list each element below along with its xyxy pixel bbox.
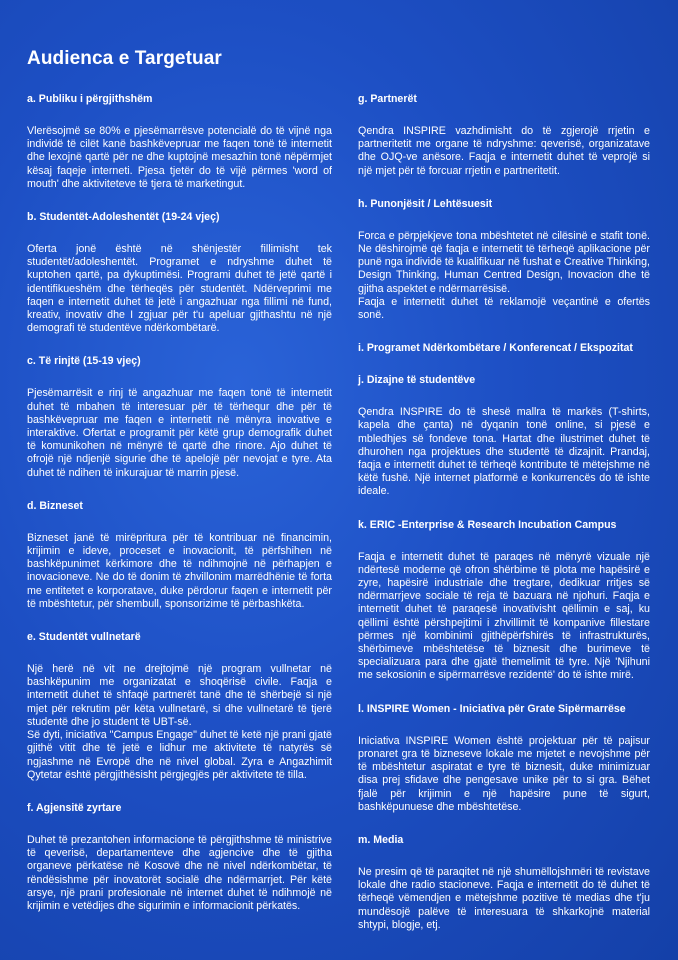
section-eric <box>358 519 650 683</box>
section-body: Qendra INSPIRE do të shesë mallra të markës (T-shirts, kapela dhe çanta) në dyqanin tonë online, si pjesë e mbledhjes së fondeve tona. Hartat dhe ilustrimet duhet të dhurohen nga projektues dhe studentë të dizajnit. Prandaj, faqja e internetit duhet të tërheqë kontribute të mëtejshme në këtë fushë. Një internet platformë e konkurrencës do të ishte ideale. <box>358 406 650 498</box>
section-heading: k. ERIC -Enterprise & Research Incubation Campus <box>358 518 617 531</box>
section-general-public <box>27 93 332 191</box>
section-heading: j. Dizajne të studentëve <box>358 374 476 387</box>
section-partners <box>358 93 650 178</box>
section-international-programs <box>358 342 650 355</box>
section-youth <box>27 355 332 479</box>
section-body: Oferta jonë është në shënjestër fillimisht tek studentët/adoleshentët. Programet e ndryshme duhet të kuptohen qartë, pa dykuptimësi. Programi duhet të jetë qartë i identifikueshëm dhe tërheqës për studentët. Ndërveprimi me faqen e internetit duhet të jetë i angazhuar nga fillimi në fund, kreativ, inovativ dhe I zgjuar për t'u apeluar gjithashtu në një demografi të studentëve ndërkombëtarë. <box>27 243 332 335</box>
section-body: Duhet të prezantohen informacione të përgjithshme të ministrive të qeverisë, departamenteve dhe agjencive dhe të gjitha organeve përkatëse në Kosovë dhe në nivel ndërkombëtar, të rëndësishme për inovatorët socialë dhe ndërmarrjet. Për këtë arsye, një prani profesionale në internet duhet të ndihmojë në krijimin e vetëdijes dhe sigurimin e informacionit përkatës. <box>27 833 332 912</box>
section-body: Qendra INSPIRE vazhdimisht do të zgjerojë rrjetin e partneritetit me organe të ndryshme: qeverisë, organizatave dhe OJQ-ve anësore. Faqja e internetit duhet të veprojë si një mjet për të forcuar rrjetin e partneritetit. <box>358 125 650 177</box>
section-heading: h. Punonjësit / Lehtësuesit <box>358 197 493 210</box>
section-employees-facilitators <box>358 198 650 322</box>
section-body: Vlerësojmë se 80% e pjesëmarrësve potencialë do të vijnë nga individë të cilët kanë bashkëvepruar me faqen tonë të internetit dhe lexojnë qartë për ne dhe kuptojnë mesazhin tonë nëpërmjet kësaj faqeje interneti. Pjesa tjetër do të vijë përmes 'word of mouth' dhe aktiviteteve të tjera të marketingut. <box>27 125 332 190</box>
section-heading: e. Studentët vullnetarë <box>27 631 141 644</box>
section-students-adolescents <box>27 211 332 335</box>
section-student-designs <box>358 374 650 498</box>
section-heading: m. Media <box>358 833 404 846</box>
section-body: Bizneset janë të mirëpritura për të kontribuar në financimin, krijimin e ideve, proceset e inovacionit, të përfshihen në bashkëpunimet kërkimore dhe të ndihmojnë në përhapjen e inovacioneve. Ne do të donim të zhvillonim marrëdhënie të forta me entitetet e korporatave, duke përdorur faqen e internetit për të mbështetur, për shembull, sponsorizime të përbashkëta. <box>27 531 332 610</box>
section-volunteer-students <box>27 631 332 782</box>
section-official-agencies <box>27 802 332 913</box>
section-inspire-women <box>358 703 650 814</box>
section-heading: b. Studentët-Adoleshentët (19-24 vjeç) <box>27 211 220 224</box>
section-heading: f. Agjensitë zyrtare <box>27 801 122 814</box>
page-title: Audienca e Targetuar <box>27 48 222 69</box>
section-heading: c. Të rinjtë (15-19 vjeç) <box>27 355 141 368</box>
section-businesses <box>27 500 332 611</box>
section-body: Ne presim që të paraqitet në një shumëllojshmëri të revistave lokale dhe radio stacioneve. Faqja e internetit do të duhet të tërheqë vëmendjen e mëtejshme pozitive të medias dhe t'ju mundësojë palëve të interesuara të shkarkojnë material shtypi, blogje, etj. <box>358 865 650 931</box>
section-media <box>358 834 650 932</box>
section-body: Forca e përpjekjeve tona mbështetet në cilësinë e stafit tonë. Ne dëshirojmë që faqja e internetit të tërheqë aplikacione për punë nga individë të kualifikuar në fushat e Creative Thinking, Design Thinking, Human Centred Design, Inovacion dhe të gjitha aspektet e ndërmarrësisë. Faqja e internetit duhet të reklamojë veçantinë e ofertës sonë. <box>358 229 650 322</box>
left-column <box>27 93 332 933</box>
right-column <box>358 93 650 952</box>
section-heading: d. Bizneset <box>27 499 83 512</box>
section-body: Pjesëmarrësit e rinj të angazhuar me faqen tonë të internetit duhet të mbahen të interesuar për të tërhequr dhe për të bashkëvepruar me faqen e internetit në mënyra inovative e interaktive. Ofertat e programit për këtë grup demografik duhet të komunikohen në mënyrë të qartë dhe rinore. Ajo duhet të ofrojë një ndjenjë sigurie dhe të apelojë për nevojat e tyre. Ata duhet të ndihen të inkurajuar të marrin pjesë. <box>27 387 332 479</box>
section-body: Një herë në vit ne drejtojmë një program vullnetar në bashkëpunim me organizatat e shoqërisë civile. Faqja e internetit duhet të shfaqë partnerët tanë dhe të shërbejë si një mjet për rekrutim për këta vullnetarë, si dhe vullnetarë të tjerë studentë dhe jo student të UBT-së. Së dyti, iniciativa "Campus Engage" duhet të ketë një prani gjatë gjithë vitit dhe të jetë e lidhur me aktivitete të natyrës së ngjashme në Evropë dhe në nivel global. Zyra e Angazhimit Qytetar është përgjithësisht përgjegjës për aktivitete të tilla. <box>27 663 332 781</box>
section-heading: a. Publiku i përgjithshëm <box>27 93 153 105</box>
section-heading: l. INSPIRE Women - Iniciativa për Grate Sipërmarrëse <box>358 702 626 715</box>
section-heading: g. Partnerët <box>358 93 417 105</box>
section-body: Iniciativa INSPIRE Women është projektuar për të pajisur pronaret gra të bizneseve lokale me mjetet e nevojshme për të mbështetur aspiratat e tyre të biznesit, duke minimizuar disa prej sfidave dhe pengesave unike për to si gra. Bëhet fjalë për krijimin e një hapësire pune të sigurt, bashkëpunuese dhe mbështetëse. <box>358 734 650 813</box>
section-heading: i. Programet Ndërkombëtare / Konferencat / Ekspozitat <box>358 342 633 355</box>
section-body: Faqja e internetit duhet të paraqes në mënyrë vizuale një ndërtesë moderne që ofron shërbime të plota me hapësirë e zyre, hapësirë industriale dhe tregtare, dedikuar rritjes së ndërmarrjeve sociale të reja të bazuara në njohuri. Faqja e internetit duhet të paraqesë inovativisht qëllimin e saj, ku qëllimi është përshpejtimi i zhvillimit të kompanive fillestare përmes një kombinimi gjithëpërfshirës të infrastrukturës, shërbimeve mbështetëse të biznesit dhe burimeve të specializuara para dhe gjatë themelimit të tyre. Një 'Njihuni me sekosionin e sipërmarrësve rezidentë' do të ishte mirë. <box>358 550 650 682</box>
